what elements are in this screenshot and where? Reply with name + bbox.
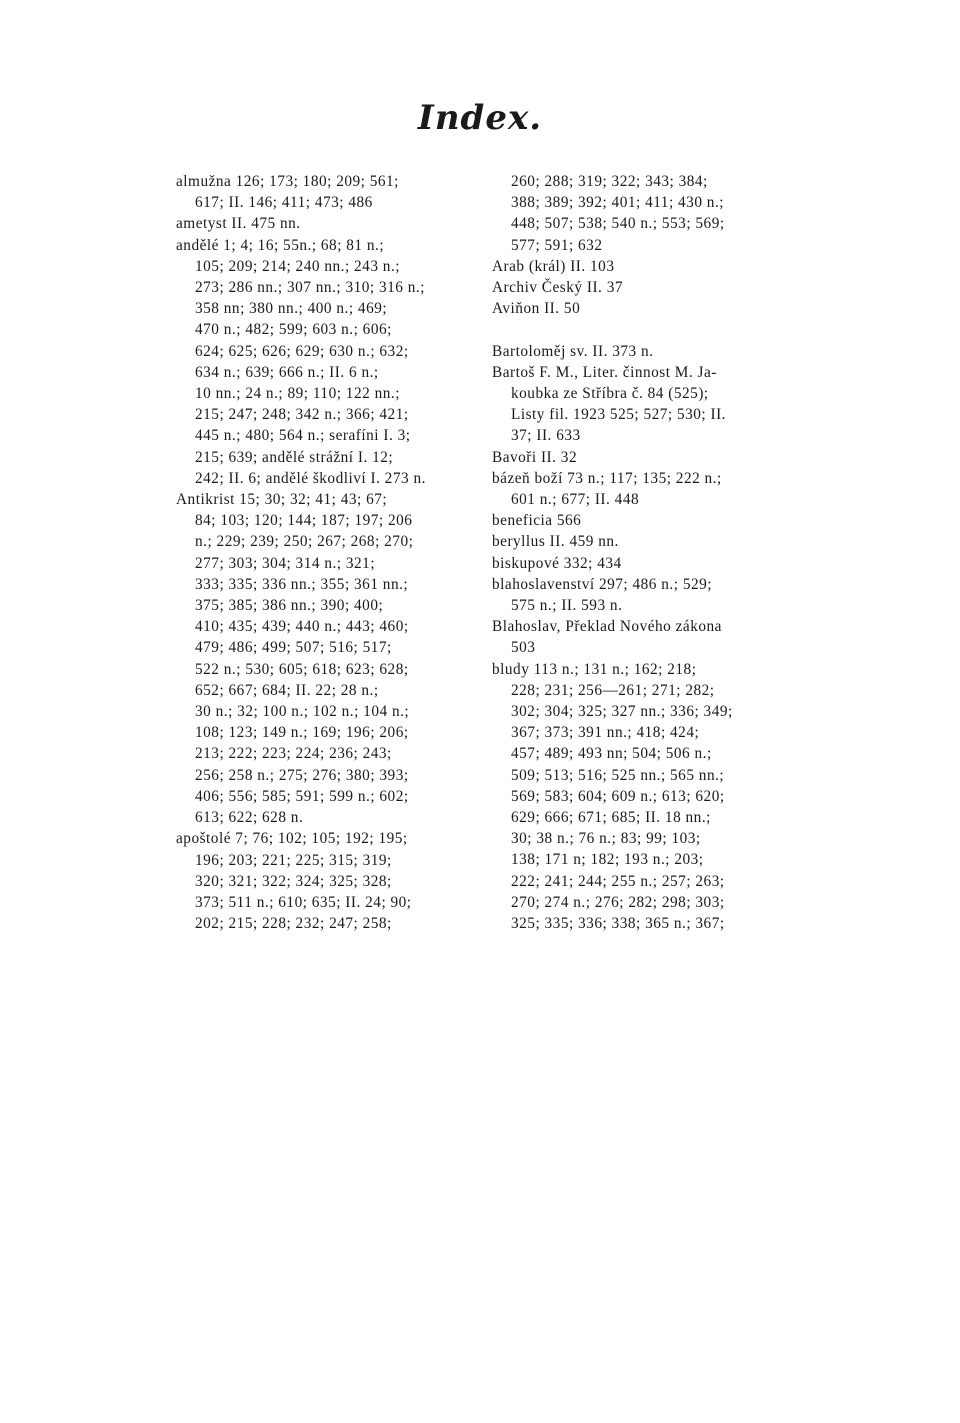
index-line: Arab (král) II. 103 (492, 257, 615, 275)
index-line: 613; 622; 628 n. (195, 809, 304, 827)
index-line: 320; 321; 322; 324; 325; 328; (195, 872, 392, 890)
index-line: 273; 286 nn.; 307 nn.; 310; 316 n.; (195, 279, 425, 297)
index-line: Antikrist 15; 30; 32; 41; 43; 67; (176, 491, 388, 509)
index-line: 503 (511, 639, 536, 657)
index-line: 277; 303; 304; 314 n.; 321; (195, 554, 376, 572)
index-line: 260; 288; 319; 322; 343; 384; (511, 173, 708, 190)
index-line: 617; II. 146; 411; 473; 486 (195, 194, 373, 212)
index-line: 270; 274 n.; 276; 282; 298; 303; (511, 893, 725, 911)
index-line: 325; 335; 336; 338; 365 n.; 367; (511, 915, 725, 933)
index-line: 358 nn; 380 nn.; 400 n.; 469; (195, 300, 388, 318)
index-line: Bartoš F. M., Liter. činnost M. Ja- (492, 363, 717, 381)
index-line: 256; 258 n.; 275; 276; 380; 393; (195, 766, 409, 784)
index-line: 222; 241; 244; 255 n.; 257; 263; (511, 872, 725, 890)
index-line: 375; 385; 386 nn.; 390; 400; (195, 597, 384, 615)
index-line: Bavoři II. 32 (492, 448, 578, 466)
index-line: 406; 556; 585; 591; 599 n.; 602; (195, 787, 409, 805)
index-line: 228; 231; 256—261; 271; 282; (511, 681, 715, 699)
index-line: 108; 123; 149 n.; 169; 196; 206; (195, 724, 409, 742)
index-line: 629; 666; 671; 685; II. 18 nn.; (511, 809, 711, 827)
index-line: 575 n.; II. 593 n. (511, 597, 623, 615)
page-title: Index. (417, 98, 543, 138)
index-line: blahoslavenství 297; 486 n.; 529; (492, 575, 713, 593)
index-line: beryllus II. 459 nn. (492, 533, 619, 551)
index-line: Aviňon II. 50 (492, 300, 581, 318)
index-line: Archiv Český II. 37 (492, 279, 624, 297)
index-line: 569; 583; 604; 609 n.; 613; 620; (511, 787, 725, 805)
index-line: n.; 229; 239; 250; 267; 268; 270; (195, 533, 414, 551)
index-line: 634 n.; 639; 666 n.; II. 6 n.; (195, 363, 379, 381)
index-column-left (176, 171, 470, 934)
index-line: 479; 486; 499; 507; 516; 517; (195, 639, 392, 657)
index-line: 367; 373; 391 nn.; 418; 424; (511, 724, 700, 742)
index-line: 202; 215; 228; 232; 247; 258; (195, 915, 392, 933)
index-line: 509; 513; 516; 525 nn.; 565 nn.; (511, 766, 725, 784)
index-line: 302; 304; 325; 327 nn.; 336; 349; (511, 703, 733, 721)
index-line: 138; 171 n; 182; 193 n.; 203; (511, 851, 704, 869)
section-gap (492, 319, 786, 340)
index-line: 448; 507; 538; 540 n.; 553; 569; (511, 215, 725, 233)
index-line: 215; 639; andělé strážní I. 12; (195, 448, 394, 466)
index-line: andělé 1; 4; 16; 55n.; 68; 81 n.; (176, 236, 385, 254)
index-line: 522 n.; 530; 605; 618; 623; 628; (195, 660, 409, 678)
index-line: koubka ze Stříbra č. 84 (525); (511, 385, 709, 403)
index-line: 30; 38 n.; 76 n.; 83; 99; 103; (511, 830, 701, 848)
index-line: 242; II. 6; andělé škodliví I. 273 n. (195, 469, 426, 487)
index-line: 333; 335; 336 nn.; 355; 361 nn.; (195, 575, 409, 593)
index-line: 577; 591; 632 (511, 236, 603, 254)
index-line: 445 n.; 480; 564 n.; serafíni I. 3; (195, 427, 411, 445)
index-line: ametyst II. 475 nn. (176, 215, 301, 233)
index-line: 470 n.; 482; 599; 603 n.; 606; (195, 321, 392, 339)
index-column-right (492, 171, 786, 934)
index-line: 105; 209; 214; 240 nn.; 243 n.; (195, 257, 401, 275)
index-line: bázeň boží 73 n.; 117; 135; 222 n.; (492, 469, 722, 487)
index-line: 30 n.; 32; 100 n.; 102 n.; 104 n.; (195, 703, 410, 721)
index-line: Bartoloměj sv. II. 373 n. (492, 342, 654, 360)
index-line: 410; 435; 439; 440 n.; 443; 460; (195, 618, 409, 636)
index-line: Blahoslav, Překlad Nového zákona (492, 618, 722, 636)
index-line: 373; 511 n.; 610; 635; II. 24; 90; (195, 893, 412, 911)
index-line: biskupové 332; 434 (492, 554, 622, 572)
index-line: 601 n.; 677; II. 448 (511, 491, 640, 509)
index-line: 10 nn.; 24 n.; 89; 110; 122 nn.; (195, 385, 400, 403)
index-line: 215; 247; 248; 342 n.; 366; 421; (195, 406, 409, 424)
index-line: apoštolé 7; 76; 102; 105; 192; 195; (176, 830, 408, 848)
index-line: almužna 126; 173; 180; 209; 561; (176, 173, 399, 190)
index-line: 37; II. 633 (511, 427, 581, 445)
index-line: 84; 103; 120; 144; 187; 197; 206 (195, 512, 413, 530)
index-line: bludy 113 n.; 131 n.; 162; 218; (492, 660, 697, 678)
index-line: 196; 203; 221; 225; 315; 319; (195, 851, 392, 869)
index-line: beneficia 566 (492, 512, 582, 530)
index-line: 624; 625; 626; 629; 630 n.; 632; (195, 342, 409, 360)
index-line: 213; 222; 223; 224; 236; 243; (195, 745, 392, 763)
index-line: 457; 489; 493 nn; 504; 506 n.; (511, 745, 712, 763)
index-line: 652; 667; 684; II. 22; 28 n.; (195, 681, 379, 699)
index-line: Listy fil. 1923 525; 527; 530; II. (511, 406, 727, 424)
index-line: 388; 389; 392; 401; 411; 430 n.; (511, 194, 725, 212)
